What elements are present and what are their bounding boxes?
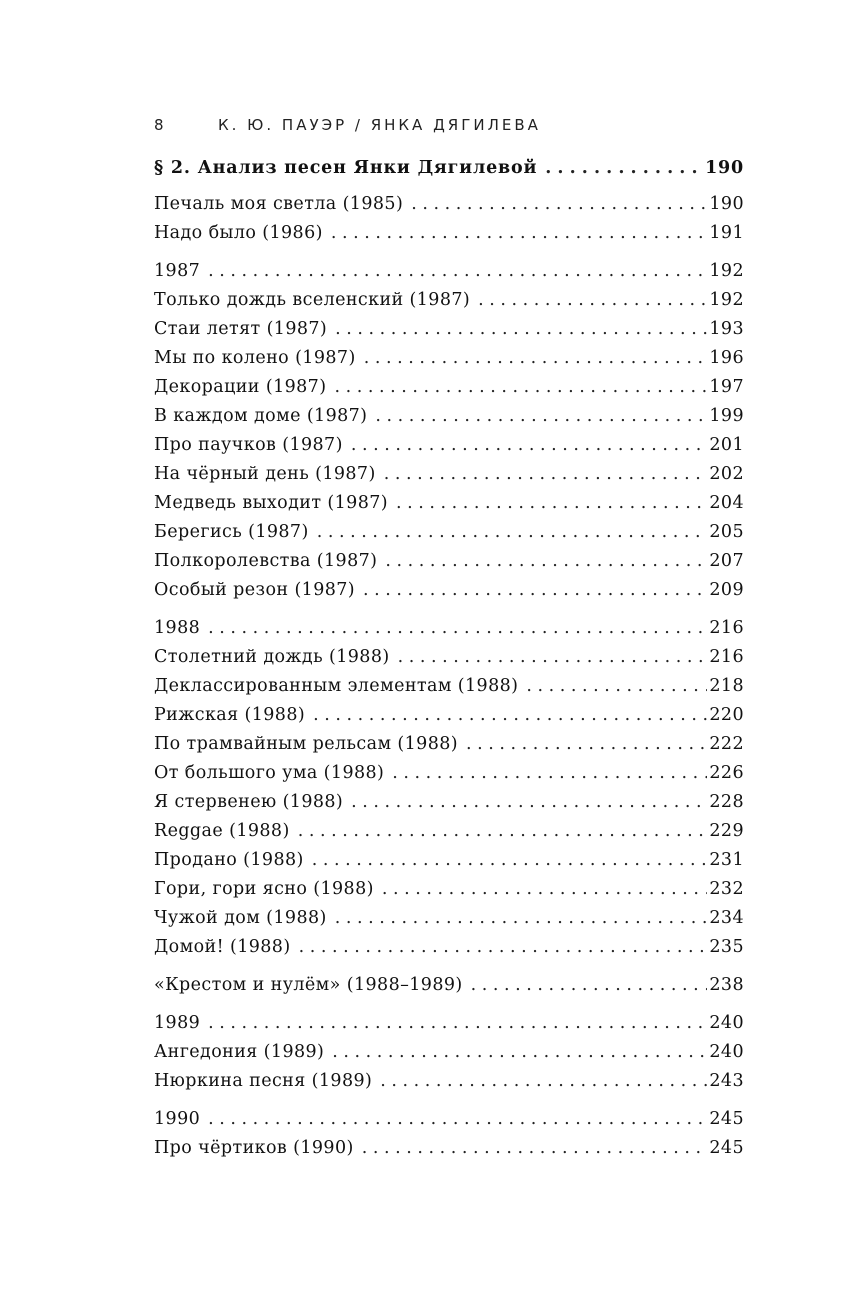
toc-entry[interactable] [154, 1138, 744, 1167]
toc-entry[interactable] [154, 1042, 744, 1071]
toc-entry-page: 220 [709, 705, 744, 725]
toc-entry-title: Нюркина песня (1989) [154, 1071, 373, 1091]
toc-entry-title: Столетний дождь (1988) [154, 647, 390, 667]
toc-entry-title: Декорации (1987) [154, 377, 327, 397]
dot-leader [208, 1013, 707, 1033]
toc-entry[interactable] [154, 975, 744, 1004]
toc-entry-page: 190 [709, 194, 744, 214]
dot-leader [363, 580, 707, 600]
dot-leader [331, 223, 708, 243]
table-of-contents [154, 158, 744, 1167]
toc-entry-title: 1988 [154, 618, 201, 638]
dot-leader [466, 734, 707, 754]
toc-section-page: 190 [705, 158, 744, 178]
toc-entry-title: На чёрный день (1987) [154, 464, 376, 484]
toc-entry[interactable] [154, 377, 744, 406]
toc-entry[interactable] [154, 435, 744, 464]
toc-entry-title: Мы по колено (1987) [154, 348, 356, 368]
toc-entry-page: 232 [709, 879, 744, 899]
dot-leader [392, 763, 707, 783]
toc-entry[interactable] [154, 705, 744, 734]
toc-entry[interactable] [154, 850, 744, 879]
dot-leader [299, 937, 708, 957]
toc-entry-page: 226 [709, 763, 744, 783]
dot-leader [208, 1109, 707, 1129]
toc-entry[interactable] [154, 1109, 744, 1138]
toc-entry-title: Я стервенею (1988) [154, 792, 344, 812]
toc-entry-page: 238 [709, 975, 744, 995]
toc-entry-page: 204 [709, 493, 744, 513]
toc-entry[interactable] [154, 319, 744, 348]
toc-entry-page: 240 [709, 1042, 744, 1062]
toc-entry-title: Про паучков (1987) [154, 435, 343, 455]
toc-entry-title: Только дождь вселенский (1987) [154, 290, 471, 310]
dot-leader [332, 1042, 707, 1062]
dot-leader [375, 406, 707, 426]
toc-section-title: § 2. Анализ песен Янки Дягилевой [154, 158, 538, 178]
toc-entry-title: Чужой дом (1988) [154, 908, 327, 928]
dot-leader [335, 319, 707, 339]
dot-leader [362, 1138, 708, 1158]
toc-entry-page: 191 [709, 223, 744, 243]
toc-entry-page: 201 [709, 435, 744, 455]
toc-entry-title: Берегись (1987) [154, 522, 309, 542]
toc-entry-title: Медведь выходит (1987) [154, 493, 388, 513]
toc-entry[interactable] [154, 1071, 744, 1100]
toc-entry-title: От большого ума (1988) [154, 763, 385, 783]
toc-entry-page: 216 [709, 618, 744, 638]
toc-entry[interactable] [154, 261, 744, 290]
toc-entry-title: «Крестом и нулём» (1988–1989) [154, 975, 463, 995]
toc-entry-page: 199 [709, 406, 744, 426]
dot-leader [334, 377, 707, 397]
toc-entry-title: Reggae (1988) [154, 821, 290, 841]
toc-entry-page: 234 [709, 908, 744, 928]
dot-leader [411, 194, 707, 214]
toc-entry[interactable] [154, 290, 744, 319]
toc-entry[interactable] [154, 223, 744, 252]
toc-entry[interactable] [154, 1013, 744, 1042]
toc-entry[interactable] [154, 937, 744, 966]
running-title: К. Ю. ПАУЭР / ЯНКА ДЯГИЛЕВА [218, 116, 541, 134]
toc-entry-page: 229 [709, 821, 744, 841]
toc-entry-title: Стаи летят (1987) [154, 319, 328, 339]
toc-entry-page: 218 [709, 676, 744, 696]
dot-leader [298, 821, 708, 841]
toc-entry[interactable] [154, 522, 744, 551]
toc-entry-page: 240 [709, 1013, 744, 1033]
toc-entry-title: 1989 [154, 1013, 201, 1033]
toc-entry-page: 197 [709, 377, 744, 397]
toc-entry-page: 209 [709, 580, 744, 600]
toc-entry-title: 1987 [154, 261, 201, 281]
toc-entry[interactable] [154, 821, 744, 850]
dot-leader [208, 618, 707, 638]
toc-entry-page: 231 [709, 850, 744, 870]
toc-entry-title: 1990 [154, 1109, 201, 1129]
toc-entry-page: 205 [709, 522, 744, 542]
toc-entry[interactable] [154, 676, 744, 705]
toc-entry-title: Про чёртиков (1990) [154, 1138, 354, 1158]
toc-entry-title: Домой! (1988) [154, 937, 291, 957]
toc-entry[interactable] [154, 792, 744, 821]
dot-leader [526, 676, 707, 696]
dot-leader [351, 792, 707, 812]
toc-entry[interactable] [154, 647, 744, 676]
dot-leader [313, 705, 707, 725]
dot-leader [398, 647, 708, 667]
toc-entry-page: 196 [709, 348, 744, 368]
dot-leader [335, 908, 708, 928]
toc-entry-title: Надо было (1986) [154, 223, 323, 243]
toc-entry[interactable] [154, 763, 744, 792]
toc-entry-page: 193 [709, 319, 744, 339]
dot-leader [317, 522, 708, 542]
page-number: 8 [154, 116, 167, 134]
toc-entry[interactable] [154, 879, 744, 908]
dot-leader [382, 879, 708, 899]
dot-leader [312, 850, 708, 870]
toc-entry-page: 202 [709, 464, 744, 484]
toc-entry[interactable] [154, 348, 744, 377]
toc-entry-page: 192 [709, 290, 744, 310]
dot-leader [396, 493, 707, 513]
toc-entry-page: 235 [709, 937, 744, 957]
toc-entry-page: 222 [709, 734, 744, 754]
toc-entry[interactable] [154, 618, 744, 647]
toc-entry-title: Гори, гори ясно (1988) [154, 879, 374, 899]
toc-entry-title: Ангедония (1989) [154, 1042, 325, 1062]
dot-leader [351, 435, 708, 455]
dot-leader [385, 551, 707, 571]
toc-entry-page: 192 [709, 261, 744, 281]
toc-entry-title: Печаль моя светла (1985) [154, 194, 404, 214]
toc-entry-title: Полкоролевства (1987) [154, 551, 378, 571]
dot-leader [380, 1071, 707, 1091]
toc-entry-page: 245 [709, 1138, 744, 1158]
toc-entry[interactable] [154, 194, 744, 223]
toc-entry[interactable] [154, 551, 744, 580]
dot-leader [471, 975, 708, 995]
dot-leader [208, 261, 707, 281]
toc-entry[interactable] [154, 580, 744, 609]
toc-entry-title: Особый резон (1987) [154, 580, 356, 600]
dot-leader [364, 348, 708, 368]
toc-entry-title: В каждом доме (1987) [154, 406, 368, 426]
toc-entry-page: 216 [709, 647, 744, 667]
toc-entry-title: Продано (1988) [154, 850, 304, 870]
dot-leader [545, 158, 703, 178]
toc-section-heading[interactable] [154, 158, 744, 190]
toc-entry-title: Деклассированным элементам (1988) [154, 676, 519, 696]
toc-entry[interactable] [154, 464, 744, 493]
toc-entry[interactable] [154, 734, 744, 763]
toc-entry[interactable] [154, 493, 744, 522]
toc-entry-page: 243 [709, 1071, 744, 1091]
toc-entry-title: Рижская (1988) [154, 705, 306, 725]
dot-leader [478, 290, 707, 310]
toc-entry-page: 207 [709, 551, 744, 571]
running-head [154, 116, 754, 136]
toc-entry-page: 228 [709, 792, 744, 812]
toc-entry-page: 245 [709, 1109, 744, 1129]
toc-entry[interactable] [154, 406, 744, 435]
toc-entry-title: По трамвайным рельсам (1988) [154, 734, 459, 754]
dot-leader [384, 464, 708, 484]
toc-entry[interactable] [154, 908, 744, 937]
